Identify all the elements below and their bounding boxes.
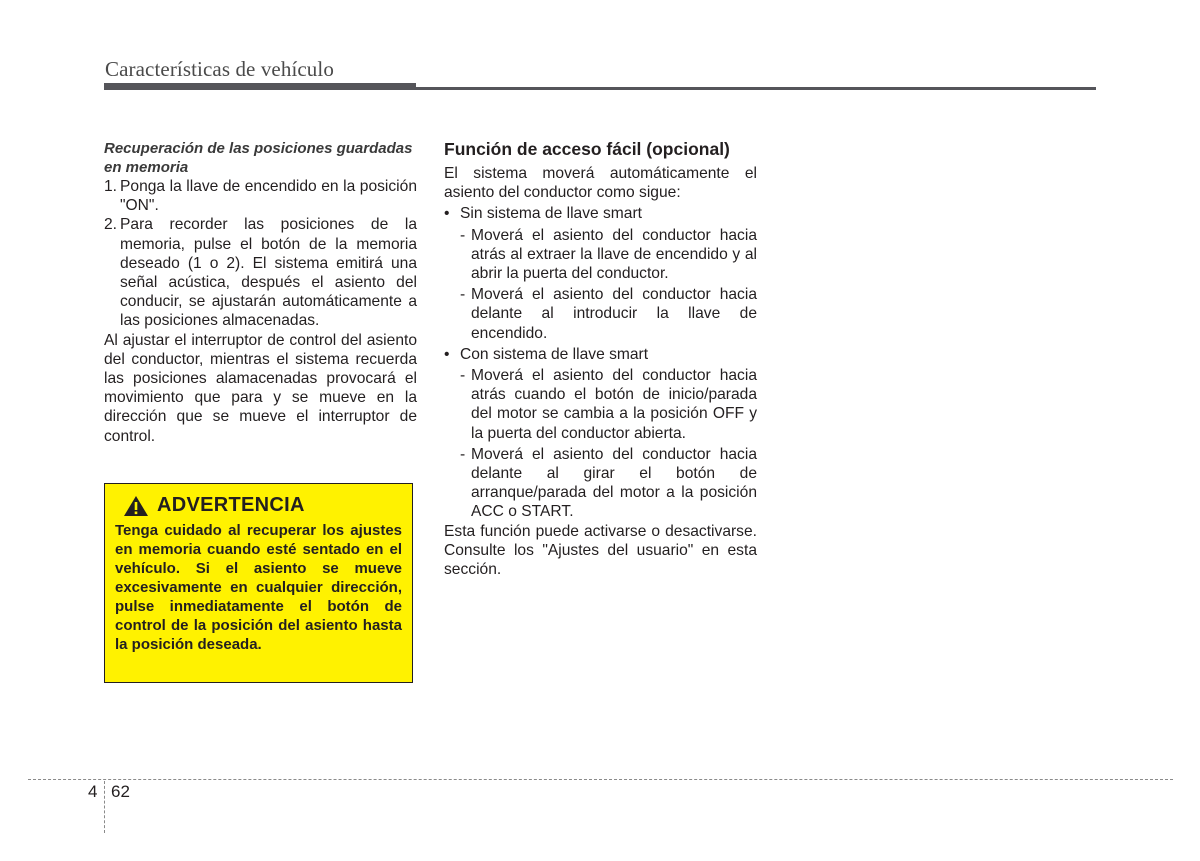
memory-recall-subheading: Recuperación de las posiciones guardadas en memoria [104,140,413,176]
step-text: Ponga la llave de encendido en la posición "ON". [120,178,417,215]
bullet-label: Sin sistema de llave smart [460,205,642,223]
footer-divider [28,779,1173,780]
dash-mark: - [460,286,466,304]
easy-access-title: Función de acceso fácil (opcional) [444,139,730,159]
subitem-text: Moverá el asiento del conductor hacia atrás cuando el botón de inicio/parada del motor se cambia a la posición OFF y la puerta del conductor abierta. [471,367,757,442]
step-text: Para recorder las posiciones de la memoria, pulse el botón de la memoria deseado (1 o 2). El sistema emitirá una señal acústica, después el asiento del conducir, se ajustarán automáticamente a las posiciones almacenadas. [120,216,417,330]
step-item [104,177,417,215]
bullet-mark: • [444,345,450,363]
chapter-number: 4 [88,782,98,801]
footer-vertical-divider [104,781,105,833]
closing-paragraph: Esta función puede activarse o desactivarse. Consulte los "Ajustes del usuario" en esta sección. [444,522,757,579]
warning-title: ADVERTENCIA [157,494,305,516]
right-column [444,139,757,579]
list-subitem [460,285,757,343]
bullet-mark: • [444,205,450,223]
warning-text: Tenga cuidado al recuperar los ajustes en memoria cuando esté sentado en el vehículo. Si el asiento se mueve excesivamente en cualquier dirección, pulse inmediatamente el botón de control de la posición del asiento hasta la posición deseada. [115,522,402,653]
dash-mark: - [460,445,466,463]
list-subitem [460,445,757,522]
header-rule-thick [104,83,416,90]
seat-control-paragraph: Al ajustar el interruptor de control del asiento del conductor, mientras el sistema recuerda las posiciones alamacenadas provocará el movimiento que para y se mueve en la dirección que se mueve el interruptor de control. [104,331,417,445]
list-subitem [460,226,757,284]
header-rule-thin [416,87,1096,90]
warning-header [123,494,402,517]
list-item [444,345,757,364]
subitem-text: Moverá el asiento del conductor hacia delante al introducir la llave de encendido. [471,286,757,342]
list-item [444,204,757,223]
page-number: 62 [111,782,130,801]
warning-triangle-icon [123,495,149,517]
step-number: 1. [104,178,118,195]
dash-mark: - [460,367,466,385]
subitem-text: Moverá el asiento del conductor hacia atrás al extraer la llave de encendido y al abrir la puerta del conductor. [471,226,757,283]
list-subitem [460,366,757,443]
subitem-text: Moverá el asiento del conductor hacia delante al girar el botón de arranque/parada del motor a la posición ACC o START. [471,445,757,521]
dash-mark: - [460,226,466,244]
step-number: 2. [104,216,118,234]
warning-box [104,483,413,683]
left-column [104,139,417,446]
page-header-title: Características de vehículo [105,57,334,81]
bullet-label: Con sistema de llave smart [460,345,649,363]
step-item [104,215,417,330]
easy-access-intro: El sistema moverá automáticamente el asiento del conductor como sigue: [444,165,757,202]
